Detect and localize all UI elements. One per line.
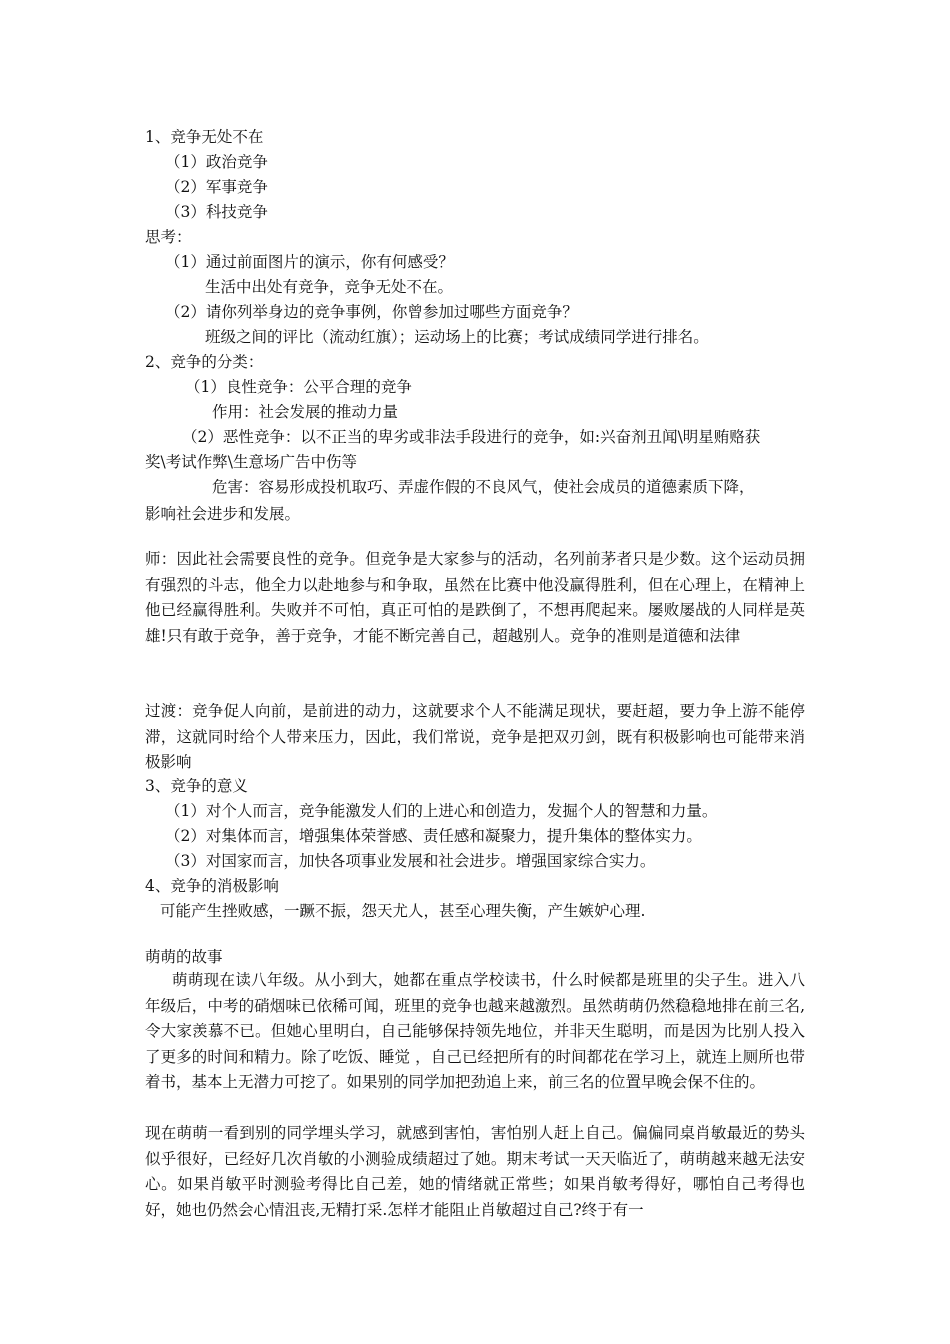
heading-4: 4、竞争的消极影响 [145,877,279,895]
answer: 班级之间的评比（流动红旗）；运动场上的比赛；考试成绩同学进行排名。 [205,328,709,346]
list-item: （2）对集体而言，增强集体荣誉感、责任感和凝聚力，提升集体的整体实力。 [165,827,702,845]
list-item: （3）科技竞争 [165,203,268,221]
list-item: 可能产生挫败感，一蹶不振，怨天尤人，甚至心理失衡，产生嫉妒心理. [160,902,646,920]
answer: 生活中出处有竞争，竞争无处不在。 [205,278,454,296]
list-item: （3）对国家而言，加快各项事业发展和社会进步。增强国家综合实力。 [165,852,656,870]
story-paragraph: 萌萌现在读八年级。从小到大，她都在重点学校读书，什么时候都是班里的尖子生。进入八年级后，中考的硝烟味已依稀可闻，班里的竞争也越来越激烈。虽然萌萌仍然稳稳地排在前三名,令大家羡慕不已。但她心里明白，自己能够保持领先地位，并非天生聪明，而是因为比别人投入了更多的时间和精力。除了吃饭、睡觉 ，自己已经把所有的时间都花在学习上，就连上厕所也带着书，基本上无潜力可挖了。如果别的同学加把劲追上来，前三名的位置早晚会保不住的。 [145,971,805,1091]
heading-1: 1、竞争无处不在 [145,128,264,146]
heading-2: 2、竞争的分类： [145,353,264,371]
list-item: 作用：社会发展的推动力量 [212,403,399,421]
question: （1）通过前面图片的演示，你有何感受？ [165,253,454,271]
question: （2）请你列举身边的竞争事例，你曾参加过哪些方面竞争？ [165,303,578,321]
teacher-paragraph: 师：因此社会需要良性的竞争。但竞争是大家参与的活动，名列前茅者只是少数。这个运动员拥有强烈的斗志，他全力以赴地参与和争取，虽然在比赛中他没赢得胜利，但在心理上，在精神上他已经赢得胜利。失败并不可怕，真正可怕的是跌倒了，不想再爬起来。屡败屡战的人同样是英雄!只有敢于竞争，善于竞争，才能不断完善自己，超越别人。竞争的准则是道德和法律 [145,550,805,645]
story-title: 萌萌的故事 [145,948,223,966]
list-item: （2）恶性竞争：以不正当的卑劣或非法手段进行的竞争，如:兴奋剂丑闻\明星贿赂获 [182,428,761,446]
list-item: 危害：容易形成投机取巧、弄虚作假的不良风气，使社会成员的道德素质下降， [212,478,755,496]
list-item: （1）政治竞争 [165,153,268,171]
list-item: （1）对个人而言，竞争能激发人们的上进心和创造力，发掘个人的智慧和力量。 [165,802,718,820]
heading-3: 3、竞争的意义 [145,777,248,795]
list-item: （1）良性竞争：公平合理的竞争 [185,378,412,396]
transition-paragraph: 过渡：竞争促人向前，是前进的动力，这就要求个人不能满足现状，要赶超，要力争上游不能停滞，这就同时给个人带来压力，因此，我们常说，竞争是把双刃剑，既有积极影响也可能带来消极影响 [145,702,805,771]
list-item: 奖\考试作弊\生意场广告中伤等 [145,453,357,471]
list-item: （2）军事竞争 [165,178,268,196]
story-paragraph: 现在萌萌一看到别的同学埋头学习，就感到害怕，害怕别人赶上自己。偏偏同桌肖敏最近的势头似乎很好，已经好几次肖敏的小测验成绩超过了她。期末考试一天天临近了，萌萌越来越无法安心。如果肖敏平时测验考得比自己差，她的情绪就正常些；如果肖敏考得好，哪怕自己考得也好，她也仍然会心情沮丧,无精打采.怎样才能阻止肖敏超过自己?终于有一 [145,1124,805,1219]
list-item: 影响社会进步和发展。 [145,505,301,523]
think-label: 思考： [145,228,192,246]
